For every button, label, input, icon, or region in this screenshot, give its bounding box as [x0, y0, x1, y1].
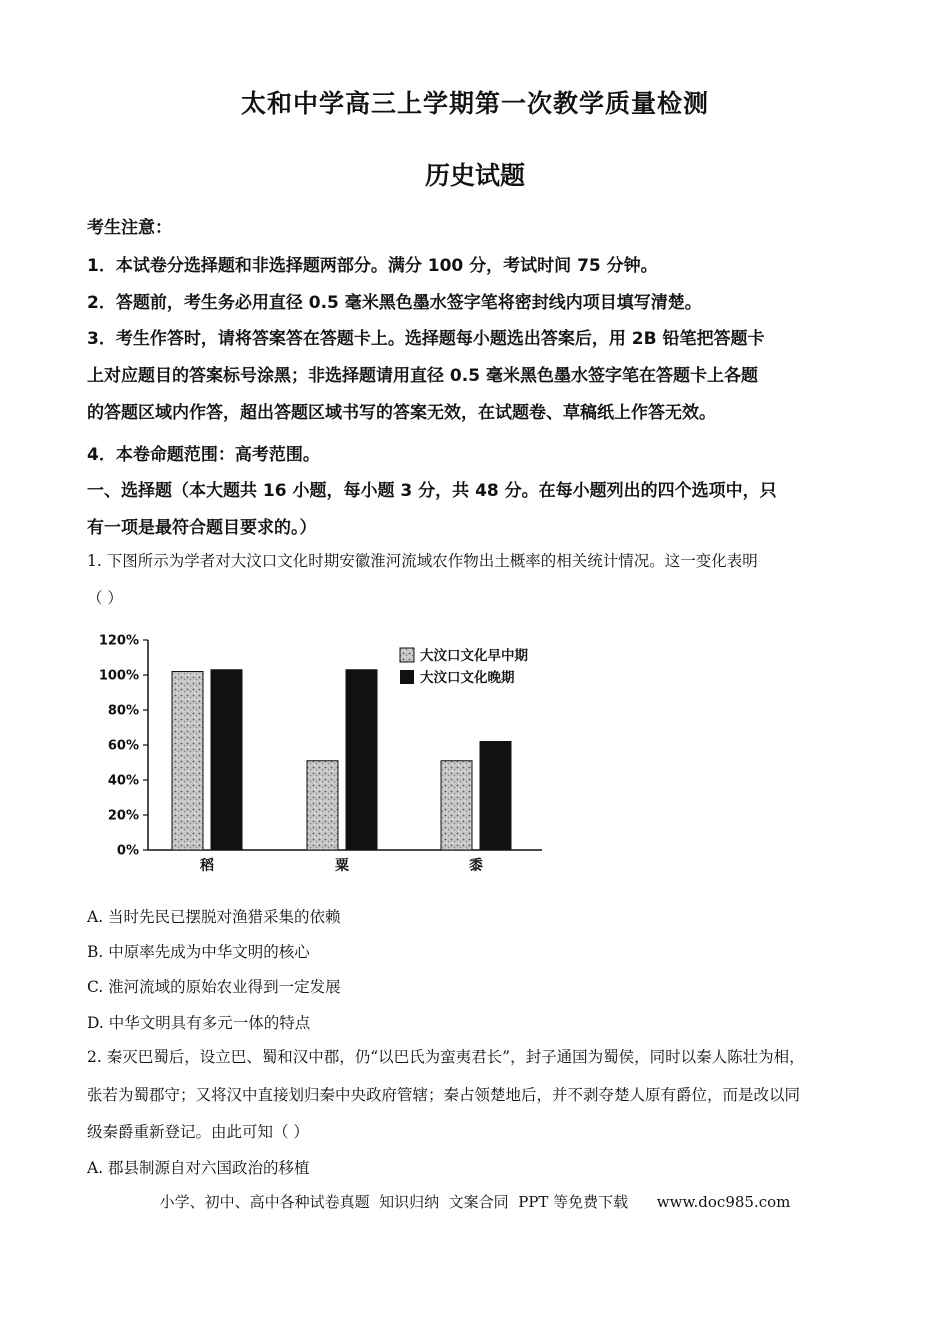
notice-item-4: 4．本卷命题范围：高考范围。 — [87, 445, 320, 465]
question-2-stem-line-2: 张若为蜀郡守；又将汉中直接划归秦中央政府管辖；秦占领楚地后，并不剥夺楚人原有爵位，而是改以同 — [87, 1086, 801, 1104]
category-label: 黍 — [469, 858, 483, 874]
notice-item-1: 1．本试卷分选择题和非选择题两部分。满分 100 分，考试时间 75 分钟。 — [87, 256, 658, 276]
legend-label-early: 大汶口文化早中期 — [420, 648, 528, 664]
question-1-answer-bracket: （ ） — [87, 589, 123, 607]
y-tick-label: 120% — [98, 633, 139, 649]
question-1-option-d: D. 中华文明具有多元一体的特点 — [87, 1014, 311, 1032]
bar-late-1 — [346, 670, 377, 850]
category-label: 粟 — [335, 858, 349, 874]
question-1-option-c: C. 淮河流域的原始农业得到一定发展 — [87, 978, 341, 996]
y-tick-label: 100% — [98, 668, 139, 684]
exam-title: 太和中学高三上学期第一次教学质量检测 — [240, 89, 709, 118]
bar-late-2 — [480, 742, 511, 851]
notice-item-3-line-1: 3．考生作答时，请将答案答在答题卡上。选择题每小题选出答案后，用 2B 铅笔把答题卡 — [87, 329, 765, 349]
page-footer: 小学、初中、高中各种试卷真题 知识归纳 文案合同 PPT 等免费下载 www.doc985.com — [159, 1193, 791, 1211]
notice-item-3-line-2: 上对应题目的答案标号涂黑；非选择题请用直径 0.5 毫米黑色墨水签字笔在答题卡上各题 — [87, 366, 758, 386]
y-tick-label: 60% — [107, 738, 139, 754]
section-heading-line-2: 有一项是最符合题目要求的。） — [87, 518, 317, 538]
notice-item-2: 2．答题前，考生务必用直径 0.5 毫米黑色墨水签字笔将密封线内项目填写清楚。 — [87, 293, 702, 313]
chart-legend — [400, 647, 528, 686]
question-1-option-b: B. 中原率先成为中华文明的核心 — [87, 943, 310, 961]
y-tick-label: 0% — [116, 843, 139, 859]
bar-early-0 — [172, 672, 203, 851]
exam-subject: 历史试题 — [424, 161, 525, 190]
y-tick-label: 80% — [107, 703, 139, 719]
crop-probability-chart — [90, 628, 570, 880]
legend-label-late: 大汶口文化晚期 — [420, 670, 515, 686]
legend-swatch-late — [400, 670, 414, 684]
notice-item-3-line-3: 的答题区域内作答，超出答题区域书写的答案无效，在试题卷、草稿纸上作答无效。 — [87, 403, 716, 423]
question-1-option-a: A. 当时先民已摆脱对渔猎采集的依赖 — [87, 908, 341, 926]
question-2-stem-line-3: 级秦爵重新登记。由此可知（ ） — [87, 1123, 309, 1141]
category-label: 稻 — [200, 858, 214, 874]
legend-swatch-early — [400, 648, 414, 662]
question-1-stem-line-1: 1. 下图所示为学者对大汶口文化时期安徽淮河流域农作物出土概率的相关统计情况。这一变化表明 — [87, 552, 758, 570]
bar-early-1 — [307, 761, 338, 850]
y-tick-label: 40% — [107, 773, 139, 789]
bar-early-2 — [441, 761, 472, 850]
section-heading-line-1: 一、选择题（本大题共 16 小题，每小题 3 分，共 48 分。在每小题列出的四个选项中，只 — [87, 481, 777, 501]
y-tick-label: 20% — [107, 808, 139, 824]
bar-late-0 — [211, 670, 242, 850]
question-2-stem-line-1: 2. 秦灭巴蜀后，设立巴、蜀和汉中郡，仍“以巴氏为蛮夷君长”，封子通国为蜀侯，同时以秦人陈壮为相， — [87, 1048, 805, 1066]
question-2-option-a: A. 郡县制源自对六国政治的移植 — [87, 1159, 310, 1177]
notice-heading: 考生注意： — [87, 218, 172, 238]
